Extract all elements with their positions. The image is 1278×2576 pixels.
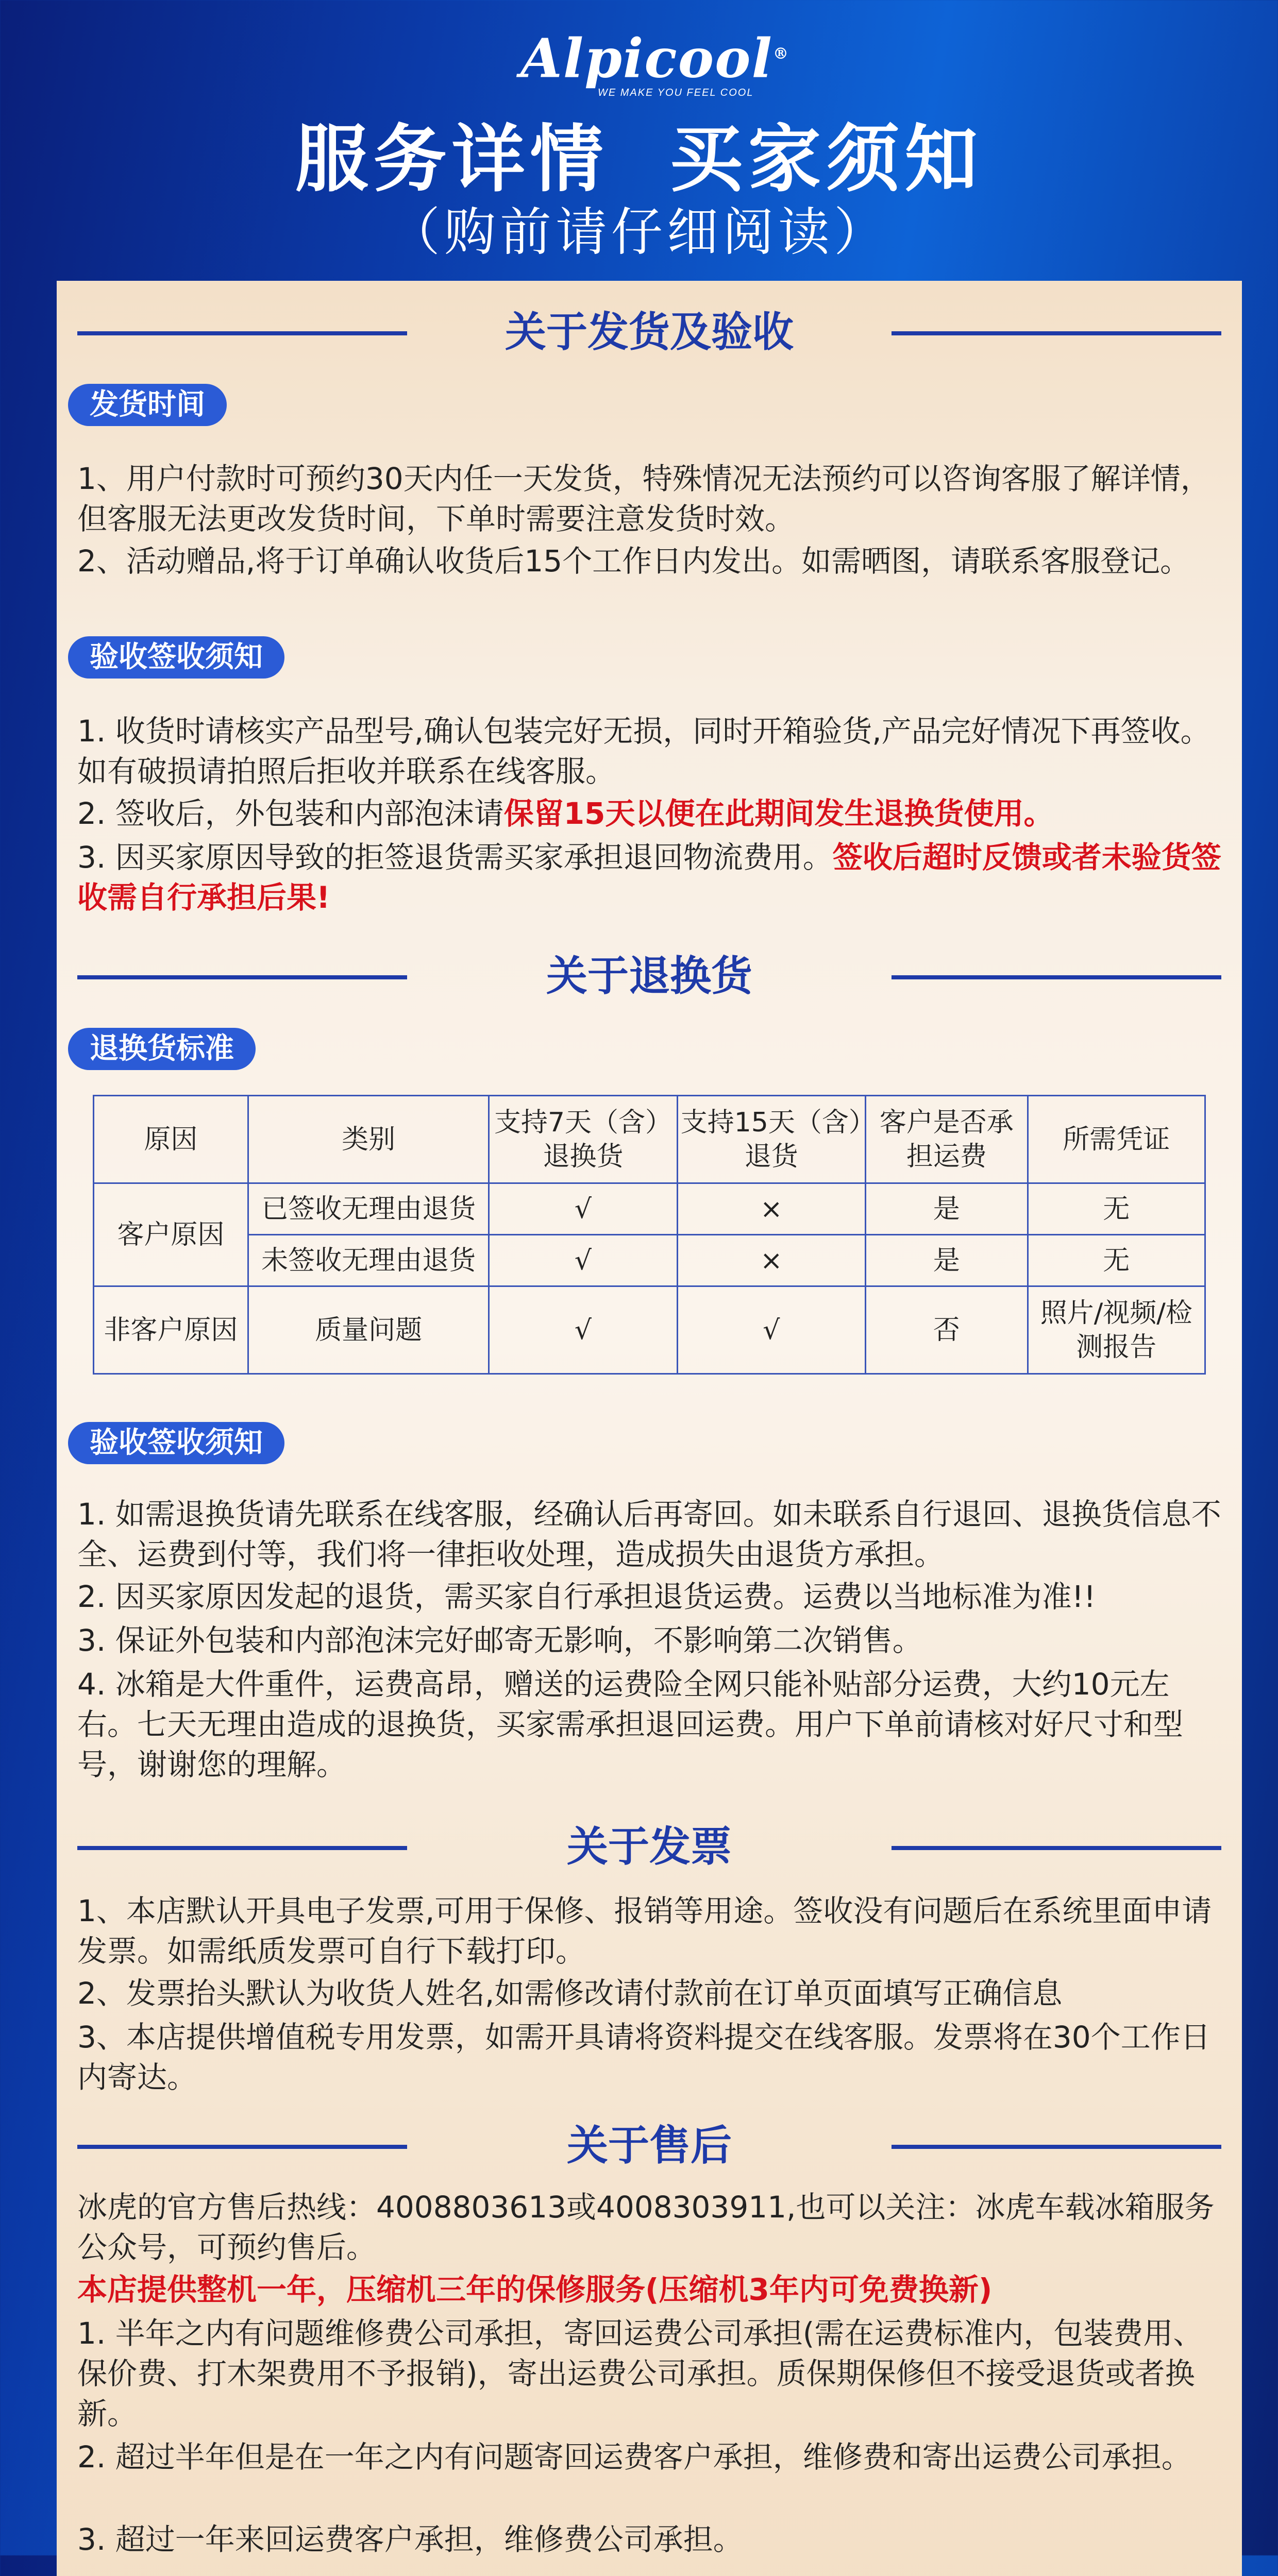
table-header: 所需凭证 [1028, 1096, 1205, 1183]
table-cell: 是 [865, 1235, 1028, 1286]
label-return-standard: 退换货标准 [68, 1028, 256, 1070]
divider-line [77, 2145, 407, 2149]
section-heading-returns [57, 951, 1242, 1002]
brand-name: Alpicool® [520, 26, 789, 90]
shipping-time-item-1: 1、用户付款时可预约30天内任一天发货，特殊情况无法预约可以咨询客服了解详情，但客服无法更改发货时间，下单时需要注意发货时效。 [77, 461, 1210, 536]
table-cell: √ [489, 1286, 677, 1374]
invoice-item-3: 3、本店提供增值税专用发票，如需开具请将资料提交在线客服。发票将在30个工作日内寄达。 [77, 2020, 1210, 2095]
table-cell: × [677, 1235, 865, 1286]
table-cell: 照片/视频/检测报告 [1028, 1286, 1205, 1374]
table-cell: 未签收无理由退货 [248, 1235, 489, 1286]
divider-line [77, 1846, 407, 1850]
return-item-3: 3. 保证外包装和内部泡沫完好邮寄无影响，不影响第二次销售。 [77, 1623, 922, 1658]
section-title: 关于发票 [567, 1823, 732, 1871]
table-cell: √ [489, 1183, 677, 1235]
table-header: 客户是否承担运费 [865, 1096, 1028, 1183]
page-title: 服务详情 买家须知 [295, 117, 983, 202]
invoice-item-1: 1、本店默认开具电子发票,可用于保修、报销等用途。签收没有问题后在系统里面申请发票。如需纸质发票可自行下载打印。 [77, 1893, 1212, 1969]
table-header: 原因 [94, 1096, 248, 1183]
content-card [57, 281, 1242, 2576]
section-heading-aftersale [57, 2120, 1242, 2172]
aftersale-hotline: 冰虎的官方售后热线：4008803613或4008303911,也可以关注：冰虎车载冰箱服务 公众号，可预约售后。 [77, 2190, 1215, 2265]
divider-line [892, 1846, 1221, 1850]
table-row [94, 1235, 1205, 1286]
return-item-2: 2. 因买家原因发起的退货，需买家自行承担退货运费。运费以当地标准为准!! [77, 1579, 1096, 1614]
invoice-item-2: 2、发票抬头默认为收货人姓名,如需修改请付款前在订单页面填写正确信息 [77, 1976, 1063, 2011]
divider-line [892, 975, 1221, 979]
table-cell: √ [489, 1235, 677, 1286]
table-header: 类别 [248, 1096, 489, 1183]
aftersale-item-3: 3. 超过一年来回运费客户承担，维修费公司承担。 [77, 2522, 743, 2557]
section-heading-invoice [57, 1821, 1242, 1873]
label-return-notice: 验收签收须知 [68, 1422, 284, 1464]
label-acceptance: 验收签收须知 [68, 636, 284, 679]
return-standard-table [93, 1095, 1206, 1375]
label-shipping-time: 发货时间 [68, 384, 227, 426]
shipping-time-item-2: 2、活动赠品,将于订单确认收货后15个工作日内发出。如需晒图，请联系客服登记。 [77, 544, 1190, 579]
acceptance-item-2: 2. 签收后，外包装和内部泡沫请保留15天以便在此期间发生退换货使用。 [77, 796, 1054, 831]
table-header: 支持7天（含）退换货 [489, 1096, 677, 1183]
table-row [94, 1183, 1205, 1235]
table-cell: × [677, 1183, 865, 1235]
table-cell: 否 [865, 1286, 1028, 1374]
return-item-1: 1. 如需退换货请先联系在线客服，经确认后再寄回。如未联系自行退回、退换货信息不全、运费到付等，我们将一律拒收处理，造成损失由退货方承担。 [77, 1497, 1221, 1572]
table-cell: 是 [865, 1183, 1028, 1235]
section-heading-shipping [57, 307, 1242, 358]
aftersale-item-2: 2. 超过半年但是在一年之内有问题寄回运费客户承担，维修费和寄出运费公司承担。 [77, 2439, 1191, 2475]
page-subtitle: （购前请仔细阅读） [389, 202, 889, 262]
divider-line [77, 975, 407, 979]
table-cell: 非客户原因 [94, 1286, 248, 1374]
acceptance-item-3: 3. 因买家原因导致的拒签退货需买家承担退回物流费用。签收后超时反馈或者未验货签收需自行承担后果! [77, 840, 1221, 915]
section-title: 关于退换货 [546, 952, 752, 1000]
section-title: 关于售后 [567, 2122, 732, 2170]
table-cell: 无 [1028, 1183, 1205, 1235]
table-cell: 质量问题 [248, 1286, 489, 1374]
divider-line [892, 331, 1221, 335]
divider-line [892, 2145, 1221, 2149]
table-cell: 无 [1028, 1235, 1205, 1286]
brand-slogan: WE MAKE YOU FEEL COOL [598, 87, 754, 98]
table-header-row [94, 1096, 1205, 1183]
table-cell: 已签收无理由退货 [248, 1183, 489, 1235]
return-item-4: 4. 冰箱是大件重件，运费高昂，赠送的运费险全网只能补贴部分运费，大约10元左右。七天无理由造成的退换货，买家需承担退回运费。用户下单前请核对好尺寸和型号，谢谢您的理解。 [77, 1667, 1184, 1782]
section-title: 关于发货及验收 [505, 308, 794, 356]
divider-line [77, 331, 407, 335]
page-header [0, 0, 1278, 278]
alpicool-logo [520, 26, 789, 98]
table-row [94, 1286, 1205, 1374]
table-cell: 客户原因 [94, 1183, 248, 1286]
table-header: 支持15天（含）退货 [677, 1096, 865, 1183]
aftersale-item-1: 1. 半年之内有问题维修费公司承担，寄回运费公司承担(需在运费标准内，包装费用、保价费、打木架费用不予报销)，寄出运费公司承担。质保期保修但不接受退货或者换新。 [77, 2316, 1203, 2431]
table-cell: √ [677, 1286, 865, 1374]
warranty-notice: 本店提供整机一年，压缩机三年的保修服务(压缩机3年内可免费换新) [77, 2272, 993, 2307]
acceptance-item-1: 1. 收货时请核实产品型号,确认包装完好无损，同时开箱验货,产品完好情况下再签收。如有破损请拍照后拒收并联系在线客服。 [77, 714, 1210, 789]
